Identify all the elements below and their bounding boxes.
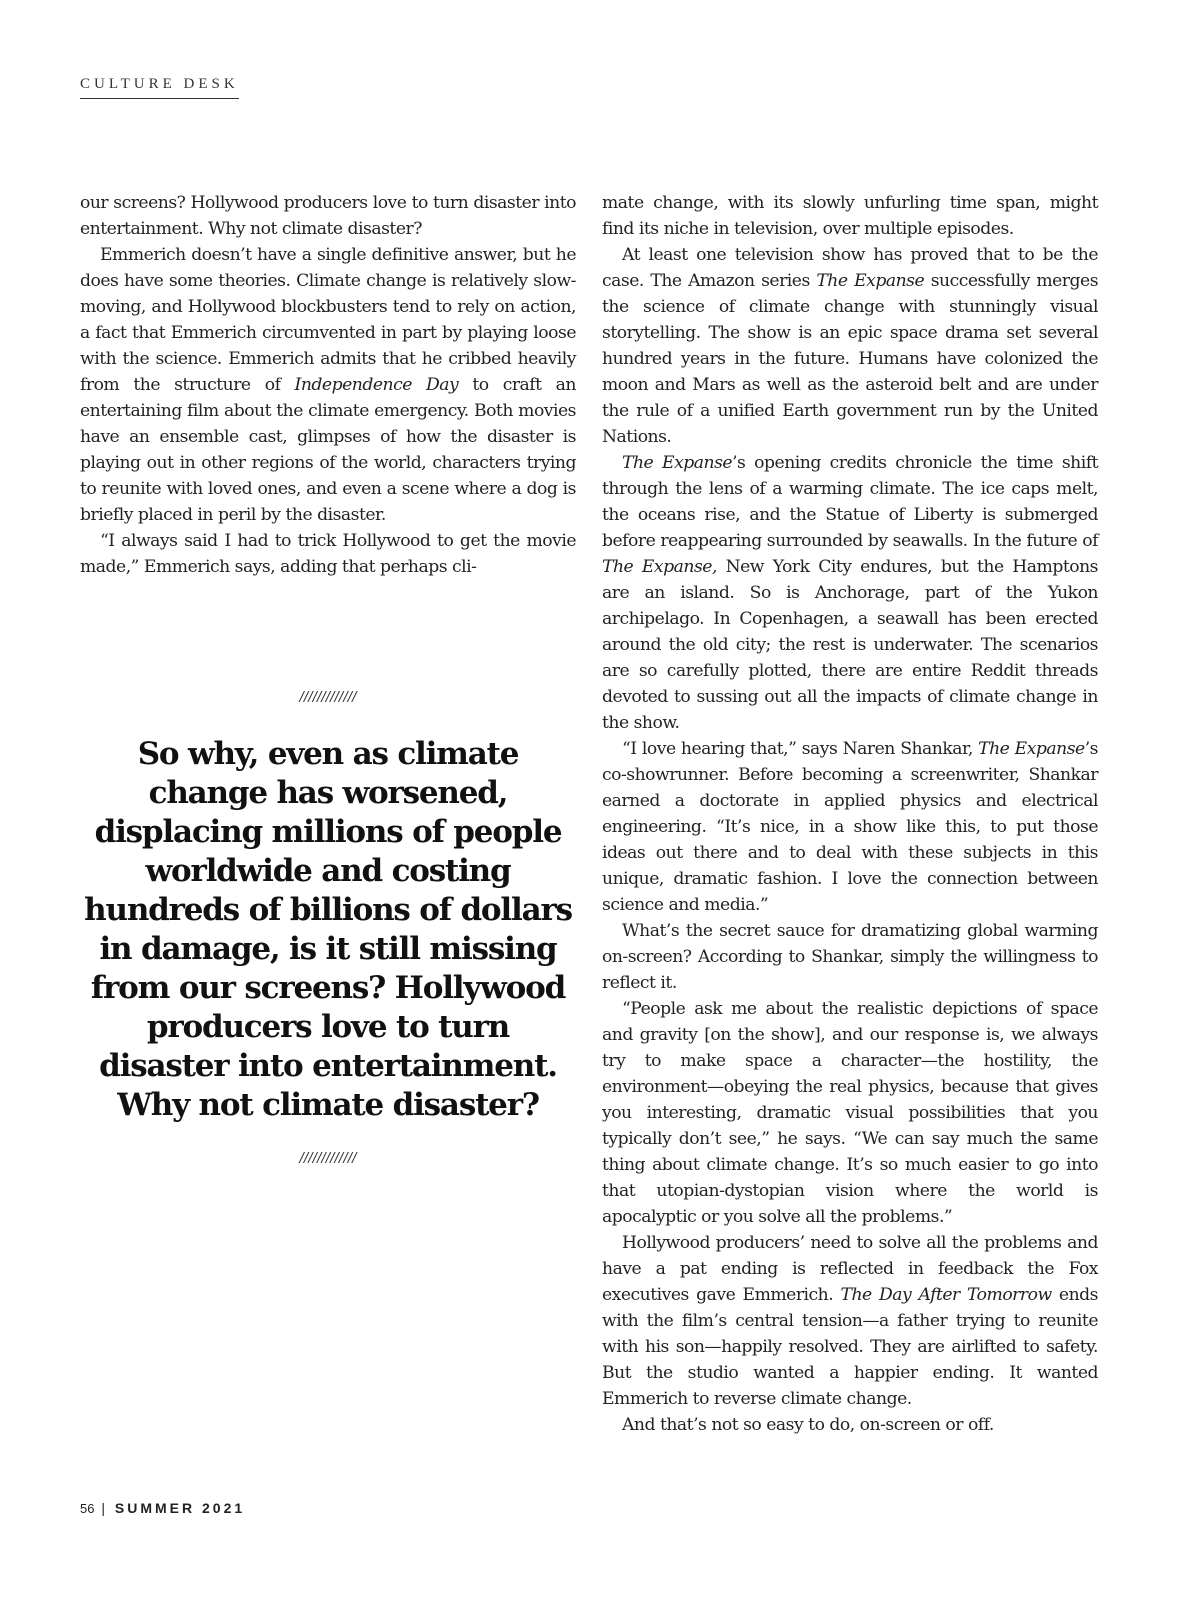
paragraph: And that’s not so easy to do, on-screen or off. (622, 1415, 994, 1435)
paragraph: “People ask me about the realistic depictions of space and gravity [on the show], and our response is, we always try to make space a character—the hostility, the environment—obeying the real physics, because that gives you interesting, dramatic visual possibilities that you typically don’t see,” he says. “We can say much the same thing about climate change. It’s so much easier to go into that utopian-dystopian vision where the world is apocalyptic or you solve all the problems.” (602, 999, 1098, 1227)
pull-quote-ornament-bottom: ///////////// (299, 1151, 357, 1166)
page-number: 56 (80, 1501, 95, 1516)
pull-quote (80, 690, 576, 1166)
pull-quote-ornament-top: ///////////// (299, 690, 357, 705)
paragraph: At least one television show has proved that to be the case. The Amazon series The Expanse successfully merges the science of climate change with stunningly visual storytelling. The show is an epic space drama set several hundred years in the future. Humans have colonized the moon and Mars as well as the asteroid belt and are under the rule of a unified Earth government run by the United Nations. (602, 245, 1099, 447)
film-title: The Day After Tomorrow (840, 1285, 1052, 1305)
show-title: The Expanse (816, 271, 925, 291)
footer-separator: | (101, 1500, 108, 1516)
paragraph: What’s the secret sauce for dramatizing global warming on-screen? According to Shankar, simply the willingness to reflect it. (602, 921, 1098, 993)
article-column-right (602, 190, 1098, 1438)
paragraph: “I always said I had to trick Hollywood to get the movie made,” Emmerich says, adding that perhaps cli- (80, 531, 576, 577)
paragraph: “I love hearing that,” says Naren Shankar, The Expanse’s co-showrunner. Before becoming a screenwriter, Shankar earned a doctorate in applied physics and electrical engineering. “It’s nice, in a show like this, to put those ideas out there and to deal with these subjects in this unique, dramatic fashion. I love the connection between science and media.” (602, 739, 1099, 915)
show-title: The Expanse (978, 739, 1085, 759)
paragraph: Hollywood producers’ need to solve all the problems and have a pat ending is reflected in feedback the Fox executives gave Emmerich. The Day After Tomorrow ends with the film’s central tension—a father trying to reunite with his son—happily resolved. They are airlifted to safety. But the studio wanted a happier ending. It wanted Emmerich to reverse climate change. (602, 1233, 1098, 1409)
show-title: The Expanse (622, 453, 733, 473)
pull-quote-text: So why, even as climate change has worsened, displacing millions of people worldwide and costing hundreds of billions of dollars in damage, is it still missing from our screens? Hollywood producers love to turn disaster into entertainment. Why not climate disaster? (84, 736, 572, 1123)
paragraph: our screens? Hollywood producers love to turn disaster into entertainment. Why not climate disaster? (80, 193, 576, 239)
issue-label: SUMMER 2021 (114, 1500, 246, 1516)
paragraph: mate change, with its slowly unfurling time span, might find its niche in television, over multiple episodes. (602, 193, 1098, 239)
section-label: CULTURE DESK (80, 76, 239, 99)
article-column-left (80, 190, 576, 580)
show-title: The Expanse, (602, 557, 717, 577)
film-title: Independence Day (294, 375, 459, 395)
paragraph: The Expanse’s opening credits chronicle the time shift through the lens of a warming climate. The ice caps melt, the oceans rise, and the Statue of Liberty is submerged before reappearing surrounded by seawalls. In the future of The Expanse, New York City endures, but the Hamptons are an island. So is Anchorage, part of the Yukon archipelago. In Copenhagen, a seawall has been erected around the old city; the rest is underwater. The scenarios are so carefully plotted, there are entire Reddit threads devoted to sussing out all the impacts of climate change in the show. (602, 453, 1098, 733)
page-footer (80, 1500, 245, 1516)
paragraph: Emmerich doesn’t have a single definitive answer, but he does have some theories. Climate change is relatively slow-moving, and Hollywood blockbusters tend to rely on action, a fact that Emmerich circumvented in part by playing loose with the science. Emmerich admits that he cribbed heavily from the structure of Independence Day to craft an entertaining film about the climate emergency. Both movies have an ensemble cast, glimpses of how the disaster is playing out in other regions of the world, characters trying to reunite with loved ones, and even a scene where a dog is briefly placed in peril by the disaster. (80, 245, 576, 525)
